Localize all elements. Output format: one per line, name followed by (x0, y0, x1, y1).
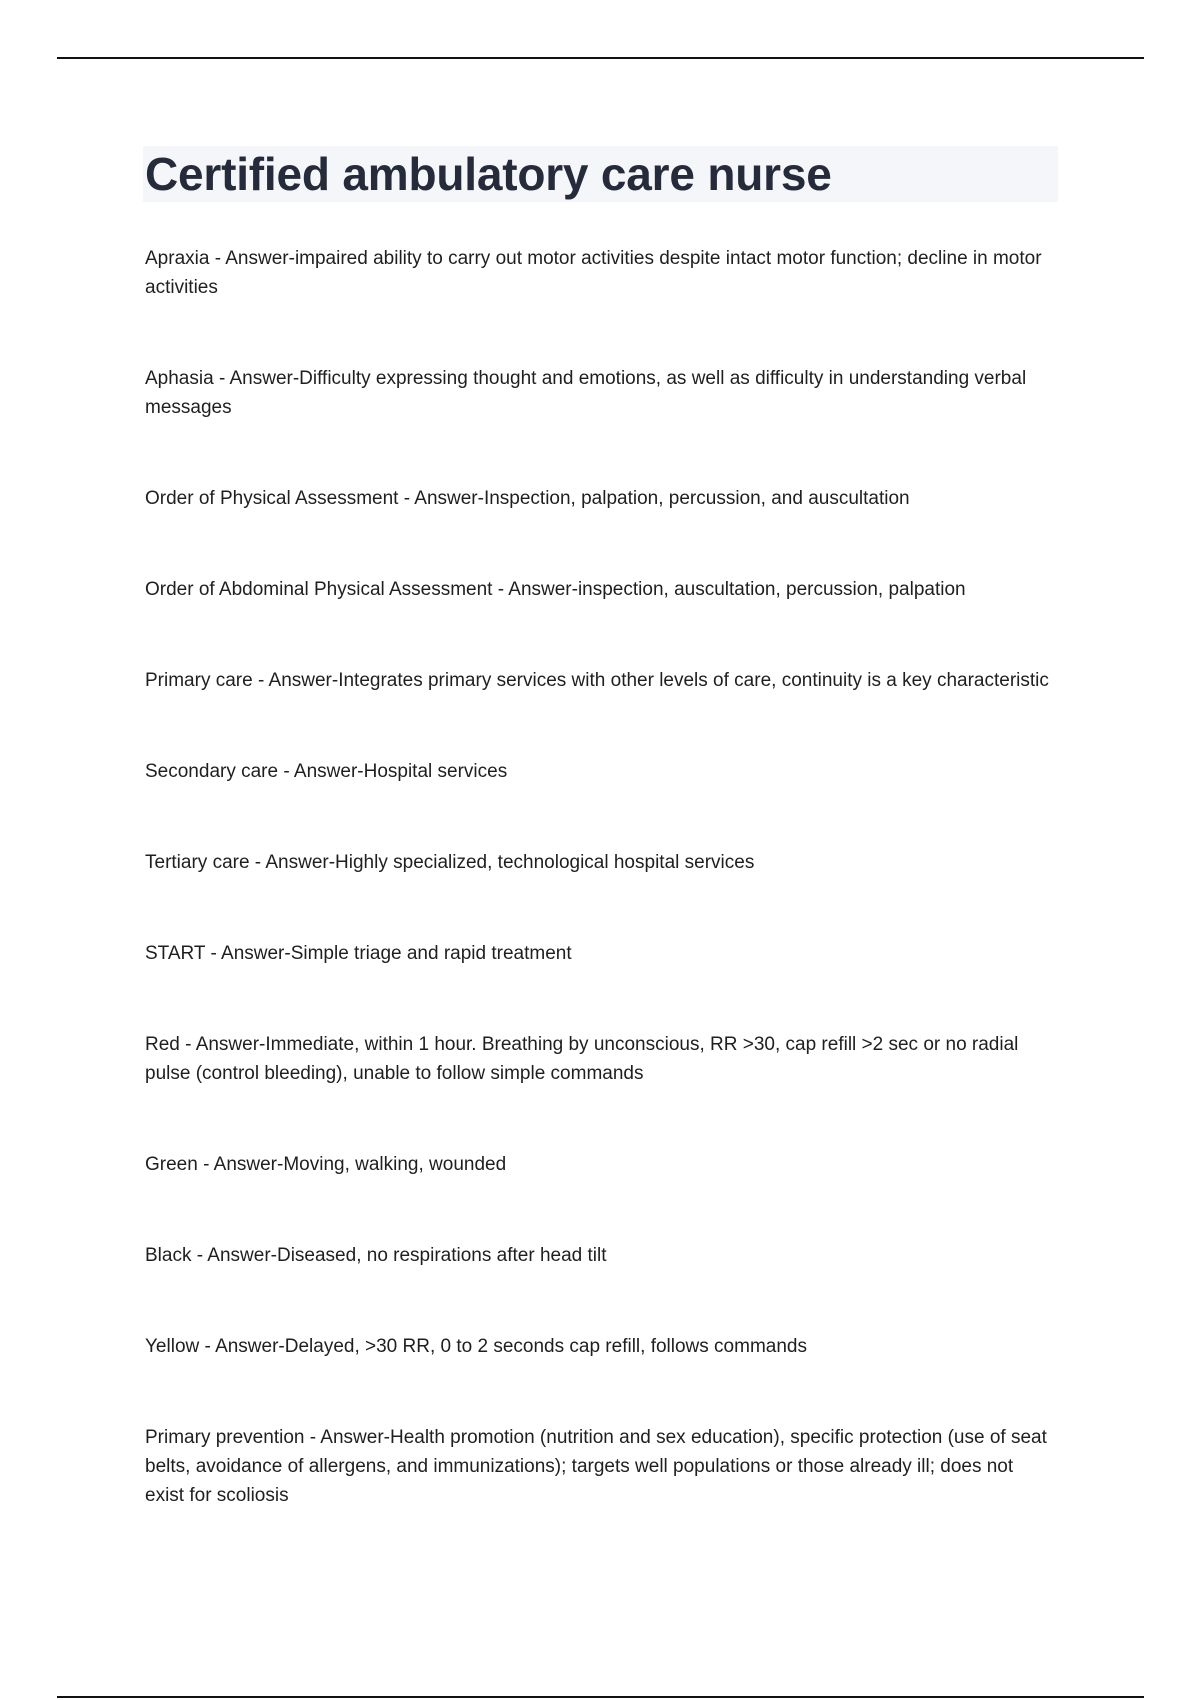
flashcard-entry: Tertiary care - Answer-Highly specialized, technological hospital services (145, 852, 755, 873)
flashcard-entry: Primary care - Answer-Integrates primary services with other levels of care, continuity is a key characteristic (145, 670, 1049, 691)
flashcard-entry: Primary prevention - Answer-Health promotion (nutrition and sex education), specific protection (use of seat belts, avoidance of allergens, and immunizations); targets well populations or those already ill; does not exist for scoliosis (145, 1427, 1047, 1506)
page-title: Certified ambulatory care nurse (145, 148, 832, 200)
top-rule (57, 57, 1144, 59)
flashcard-entry: Black - Answer-Diseased, no respirations after head tilt (145, 1245, 607, 1266)
bottom-rule (57, 1696, 1144, 1698)
document-body (145, 146, 1058, 1510)
flashcard-entry: Yellow - Answer-Delayed, >30 RR, 0 to 2 seconds cap refill, follows commands (145, 1336, 807, 1357)
flashcard-list (145, 244, 1058, 1510)
flashcard-entry: Order of Physical Assessment - Answer-Inspection, palpation, percussion, and auscultation (145, 488, 910, 509)
flashcard-entry: Aphasia - Answer-Difficulty expressing thought and emotions, as well as difficulty in understanding verbal messages (145, 368, 1027, 418)
flashcard-entry: Red - Answer-Immediate, within 1 hour. Breathing by unconscious, RR >30, cap refill >2 sec or no radial pulse (control bleeding), unable to follow simple commands (145, 1034, 1019, 1084)
title-banner (143, 146, 1058, 202)
flashcard-entry: Green - Answer-Moving, walking, wounded (145, 1154, 507, 1175)
flashcard-entry: Order of Abdominal Physical Assessment - Answer-inspection, auscultation, percussion, palpation (145, 579, 966, 600)
flashcard-entry: START - Answer-Simple triage and rapid treatment (145, 943, 572, 964)
flashcard-entry: Secondary care - Answer-Hospital services (145, 761, 508, 782)
flashcard-entry: Apraxia - Answer-impaired ability to carry out motor activities despite intact motor function; decline in motor activities (145, 248, 1042, 298)
